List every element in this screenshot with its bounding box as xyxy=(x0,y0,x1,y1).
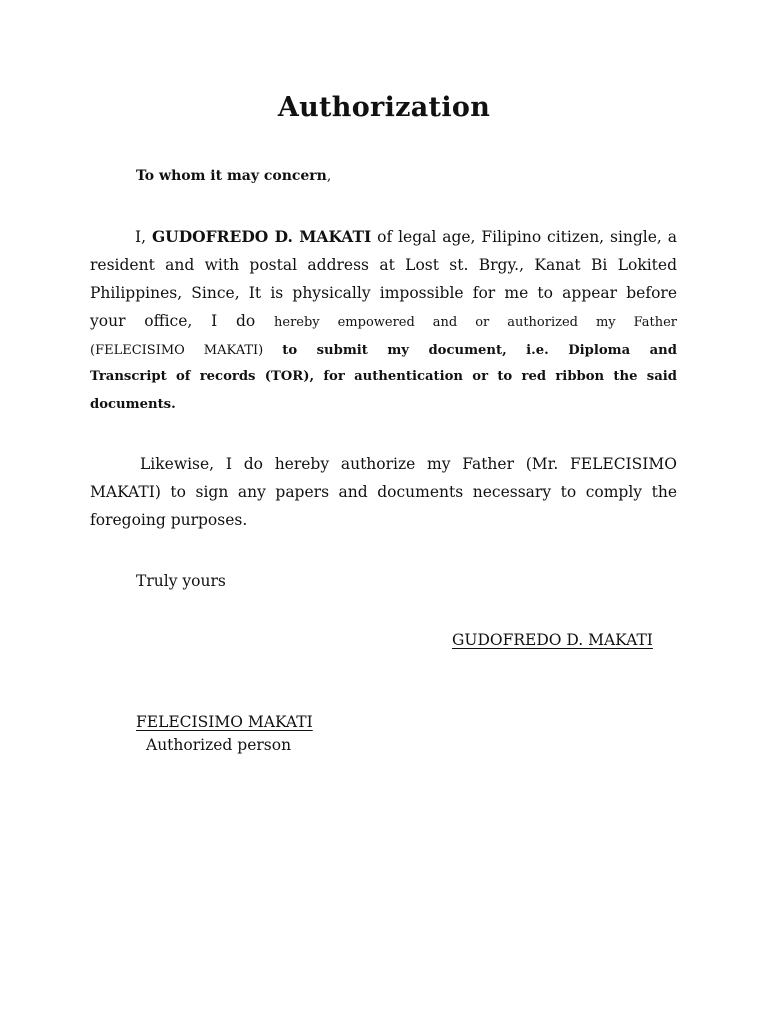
text-run: (FELECISIMO MAKATI) xyxy=(90,343,283,358)
paragraph-line xyxy=(90,450,677,478)
authorized-name: FELECISIMO MAKATI xyxy=(136,713,313,731)
salutation-punct: , xyxy=(326,168,332,184)
paragraph-authorization xyxy=(90,223,677,419)
paragraph-line: foregoing purposes. xyxy=(90,511,248,529)
text-run-bold: to submit my document, i.e. Diploma and xyxy=(282,343,677,358)
paragraph-line xyxy=(90,335,677,363)
paragraph-signing-authority xyxy=(90,450,677,534)
paragraph-line: Transcript of records (TOR), for authentication or to red ribbon the said xyxy=(90,369,677,384)
paragraph-line xyxy=(90,223,677,251)
authorized-title: Authorized person xyxy=(146,736,292,754)
text-run: I, xyxy=(135,228,152,246)
text-run: of legal age, Filipino citizen, single, a xyxy=(371,228,677,246)
grantor-name: GUDOFREDO D. MAKATI xyxy=(151,227,372,246)
signatory-name: GUDOFREDO D. MAKATI xyxy=(452,631,653,649)
paragraph-line: resident and with postal address at Lost st. Brgy., Kanat Bi Lokited xyxy=(90,256,677,274)
paragraph-line xyxy=(90,307,677,335)
salutation xyxy=(136,168,331,184)
salutation-text: To whom it may concern xyxy=(136,168,327,184)
text-run: hereby empowered and or authorized my Father xyxy=(274,315,677,330)
paragraph-line: Philippines, Since, It is physically impossible for me to appear before xyxy=(90,284,677,302)
text-run: your office, I do xyxy=(90,312,274,330)
document-title: Authorization xyxy=(277,92,491,123)
paragraph-line: documents. xyxy=(90,397,176,412)
closing: Truly yours xyxy=(136,572,226,590)
text-run: Likewise, I do hereby authorize my Father (Mr. FELECISIMO xyxy=(140,455,677,473)
paragraph-line: MAKATI) to sign any papers and documents necessary to comply the xyxy=(90,483,677,501)
